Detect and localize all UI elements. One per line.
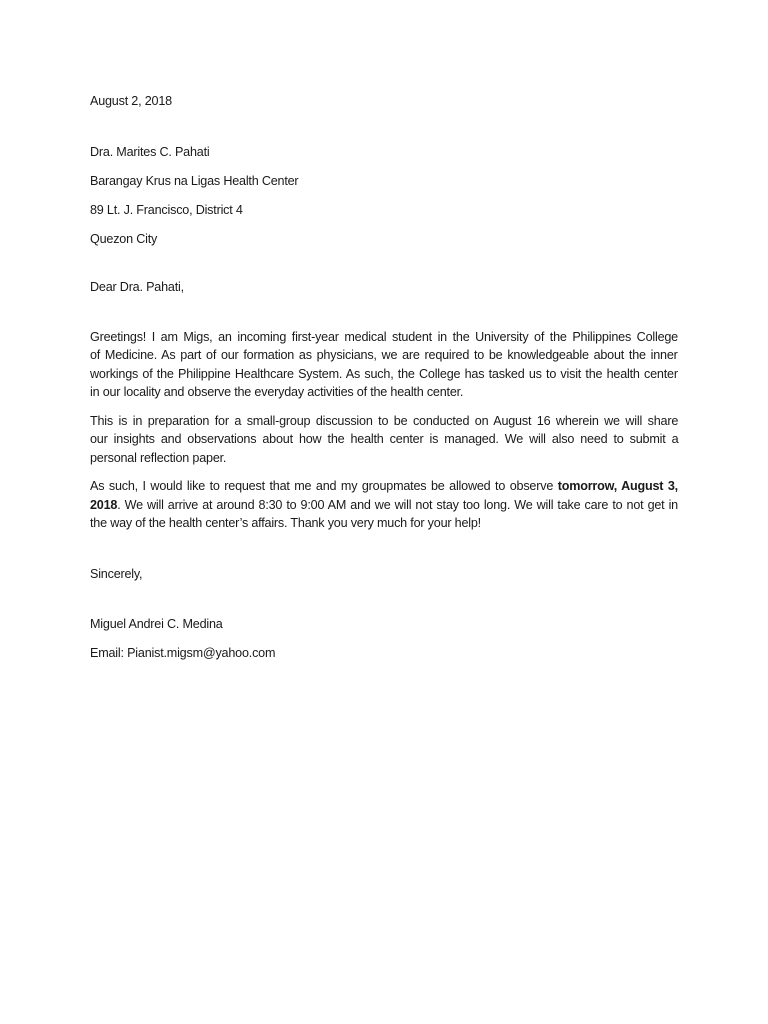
body-paragraph-3: [90, 477, 678, 533]
paragraph-line: of Medicine. As part of our formation as physicians, we are required to be knowledgeable about the inner: [90, 348, 678, 362]
paragraph-line: workings of the Philippine Healthcare System. As such, the College has tasked us to visit the health center: [90, 366, 678, 381]
recipient-street: 89 Lt. J. Francisco, District 4: [90, 202, 243, 217]
request-intro: As such, I would like to request that me and my groupmates be allowed to observe: [90, 479, 554, 493]
recipient-name: Dra. Marites C. Pahati: [90, 144, 210, 159]
signer-name: Miguel Andrei C. Medina: [90, 617, 223, 631]
recipient-city: Quezon City: [90, 231, 158, 246]
salutation: Dear Dra. Pahati,: [90, 280, 184, 294]
paragraph-line: personal reflection paper.: [90, 450, 227, 465]
body-paragraph-1: [90, 328, 678, 402]
paragraph-line: Greetings! I am Migs, an incoming first-year medical student in the University of the Philippines College: [90, 329, 678, 344]
body-paragraph-2: [90, 412, 678, 468]
paragraph-line: in our locality and observe the everyday activities of the health center.: [90, 385, 464, 399]
request-date-emphasis: tomorrow, August 3, 2018: [90, 479, 678, 512]
letter: [90, 92, 678, 663]
paragraph-line: our insights and observations about how the health center is managed. We will also need to submit a: [90, 432, 679, 446]
recipient-address: [90, 143, 678, 249]
paragraph-line: This is in preparation for a small-group discussion to be conducted on August 16 wherein we will share: [90, 413, 679, 428]
recipient-organization: Barangay Krus na Ligas Health Center: [90, 173, 299, 188]
request-details: . We will arrive at around 8:30 to 9:00 AM and we will not stay too long. We will take care to not get in the way of the health center’s affairs. Thank you very much for your help!: [90, 497, 678, 530]
letter-date: August 2, 2018: [90, 94, 172, 108]
signer-email: Email: Pianist.migsm@yahoo.com: [90, 646, 276, 660]
closing: Sincerely,: [90, 566, 143, 581]
